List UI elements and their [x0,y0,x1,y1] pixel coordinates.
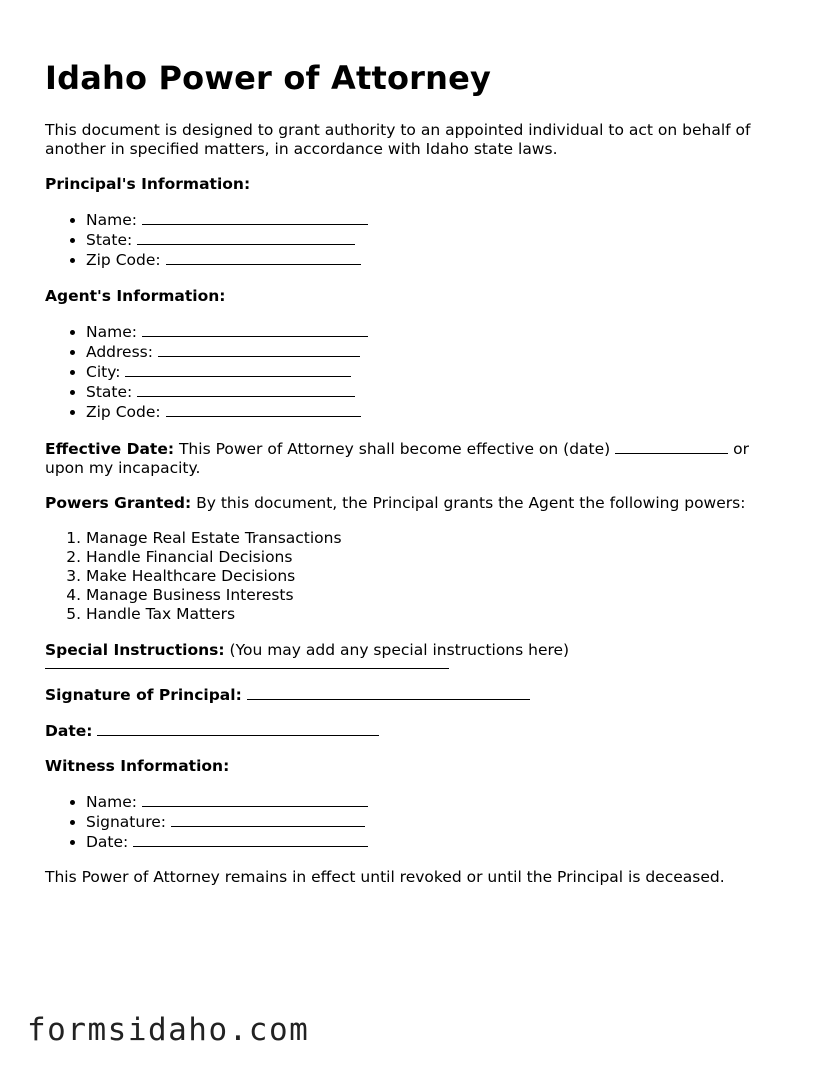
document-page [45,0,785,887]
agent-zip-blank[interactable] [166,402,361,417]
witness-name-blank[interactable] [142,792,368,807]
witness-date-blank[interactable] [133,832,368,847]
principal-heading: Principal's Information: [45,175,251,193]
powers-list [45,529,785,625]
powers-label: Powers Granted: [45,493,192,512]
date-blank[interactable] [97,721,379,736]
principal-name-field: • Name: [86,210,785,230]
signature-label: Signature of Principal: [45,685,242,704]
principal-state-blank[interactable] [137,230,355,245]
witness-signature-blank[interactable] [171,812,365,827]
agent-city-blank[interactable] [125,362,351,377]
agent-state-field: • State: [86,382,785,402]
special-instructions-paragraph [45,641,785,669]
date-paragraph [45,721,785,741]
agent-zip-field: • Zip Code: [86,402,785,422]
closing-paragraph: This Power of Attorney remains in effect until revoked or until the Principal is deceased. [45,868,725,887]
effective-date-text-after: or upon my incapacity. [45,439,749,477]
intro-paragraph: This document is designed to grant authority to an appointed individual to act on behalf of another in specified matters, in accordance with Idaho state laws. [45,121,751,158]
power-item: 1. Manage Real Estate Transactions [86,529,785,548]
agent-fields-list [45,322,785,423]
principal-fields-list [45,210,785,271]
principal-zip-field: • Zip Code: [86,250,785,270]
power-item: 2. Handle Financial Decisions [86,548,785,567]
effective-date-paragraph [45,439,785,478]
powers-text: By this document, the Principal grants the Agent the following powers: [196,493,746,512]
principal-name-blank[interactable] [142,210,368,225]
date-label: Date: [45,721,93,740]
power-item: 5. Handle Tax Matters [86,605,785,624]
agent-name-blank[interactable] [142,322,368,337]
effective-date-label: Effective Date: [45,439,175,458]
power-item: 4. Manage Business Interests [86,586,785,605]
witness-name-field: • Name: [86,792,785,812]
effective-date-blank[interactable] [615,439,728,454]
agent-address-field: • Address: [86,342,785,362]
agent-state-blank[interactable] [137,382,355,397]
site-watermark: formsidaho.com [27,1012,310,1048]
witness-date-field: • Date: [86,832,785,852]
witness-heading: Witness Information: [45,756,230,775]
powers-paragraph [45,494,785,513]
agent-heading: Agent's Information: [45,286,226,305]
principal-state-field: • State: [86,230,785,250]
agent-city-field: • City: [86,362,785,382]
special-instructions-text: (You may add any special instructions here) [229,640,570,659]
power-item: 3. Make Healthcare Decisions [86,567,785,586]
signature-paragraph [45,685,785,705]
agent-name-field: • Name: [86,322,785,342]
agent-address-blank[interactable] [158,342,360,357]
principal-zip-blank[interactable] [166,250,361,265]
special-instructions-label: Special Instructions: [45,640,225,659]
witness-fields-list [45,792,785,853]
signature-blank[interactable] [247,685,530,700]
special-instructions-blank[interactable] [45,660,449,669]
witness-signature-field: • Signature: [86,812,785,832]
document-title: Idaho Power of Attorney [45,59,492,97]
effective-date-text: This Power of Attorney shall become effective on (date) [178,439,611,458]
